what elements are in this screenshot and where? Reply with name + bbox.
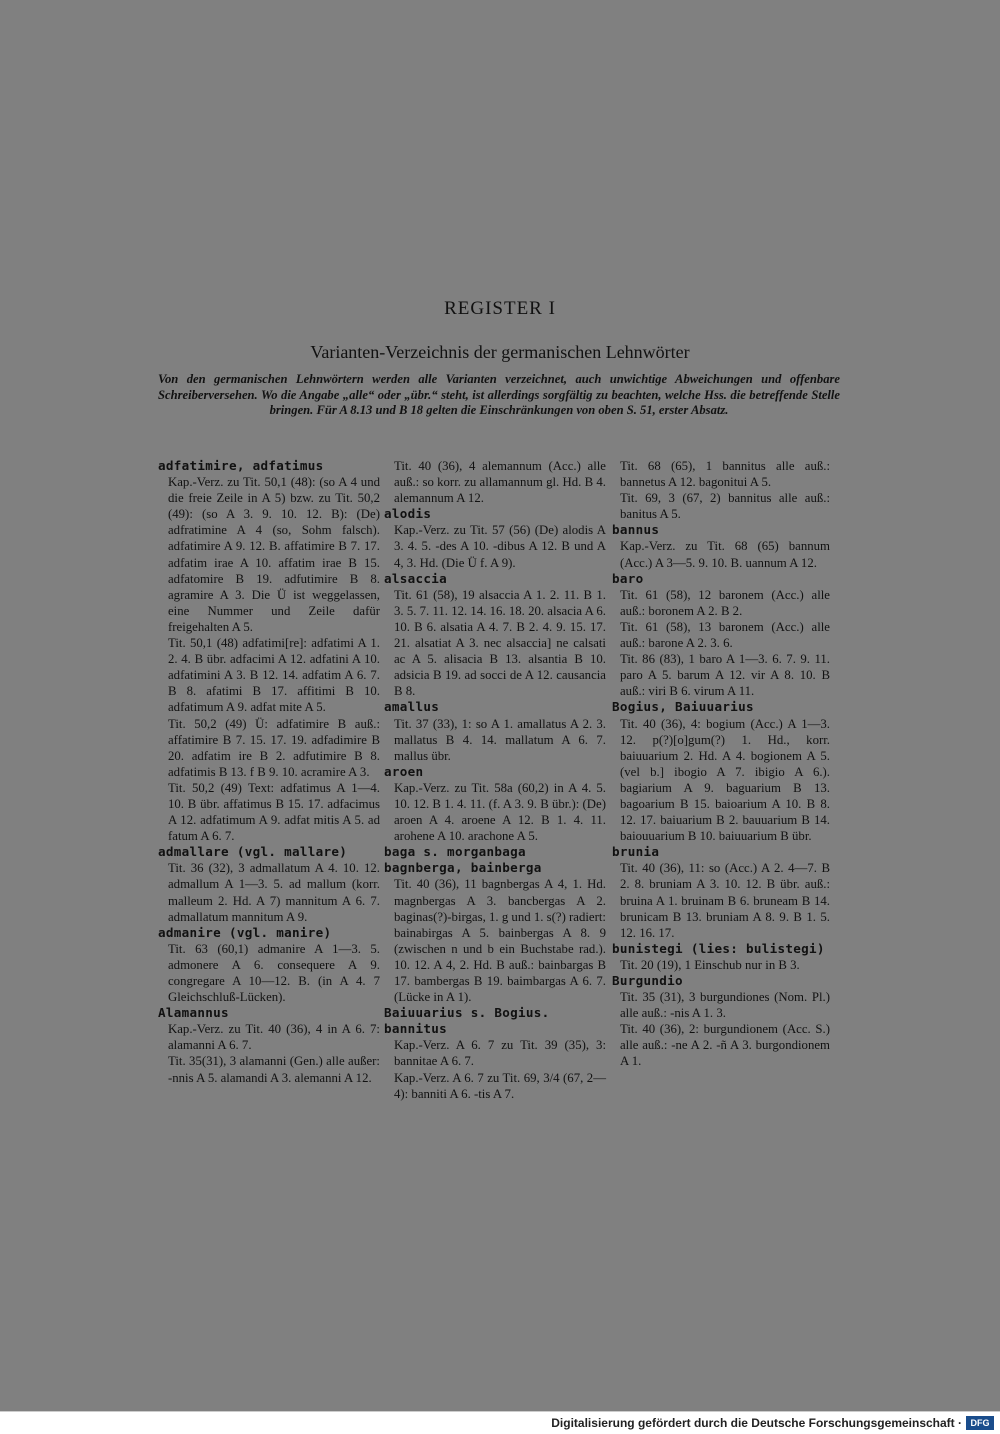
entry-variant-line: Kap.-Verz. zu Tit. 40 (36), 4 in A 6. 7: alamanni A 6. 7. — [168, 1022, 380, 1053]
register-entry — [384, 844, 606, 860]
entry-headword: bannitus — [384, 1021, 448, 1037]
footer-credit: Digitalisierung gefördert durch die Deutsche Forschungsgemeinschaft · — [551, 1416, 962, 1430]
register-entry — [158, 844, 380, 924]
register-entry — [612, 844, 830, 941]
entry-headword: bunistegi (lies: bulistegi) — [612, 940, 825, 956]
register-entry — [384, 458, 606, 506]
entry-variant-line: Tit. 69, 3 (67, 2) bannitus alle auß.: banitus A 5. — [620, 491, 830, 522]
entry-headword: Burgundio — [612, 973, 683, 988]
entry-variant-line: Kap.-Verz. zu Tit. 58a (60,2) in A 4. 5. 10. 12. B 1. 4. 11. (f. A 3. 9. B übr.): (De) aroen A 4. aroene A 12. B 1. 4. 11. arohene A 10. arachone A 5. — [394, 780, 606, 844]
register-entry — [612, 941, 830, 973]
entry-variant-line: Tit. 61 (58), 19 alsaccia A 1. 2. 11. B 1. 3. 5. 7. 11. 12. 14. 16. 18. 20. alsacia A 6. 10. B 6. alsatia A 4. 7. B 2. 4. 9. 15. 17. 21. alsatiat A 3. nec alsaccia] ne calsati ac A 5. alisacia B 13. alsantia B 10. adsicia B 19. ad socci de A 12. causancia B 8. — [394, 587, 606, 699]
entry-variant-line: Kap.-Verz. A 6. 7 zu Tit. 39 (35), 3: bannitae A 6. 7. — [394, 1038, 606, 1069]
entry-headword: amallus — [384, 699, 440, 715]
entry-variant-line: Tit. 61 (58), 13 baronem (Acc.) alle auß.: barone A 2. 3. 6. — [620, 619, 830, 651]
register-entry — [158, 1005, 380, 1085]
column-1 — [158, 458, 380, 1086]
register-entry — [612, 973, 830, 1070]
entry-variant-line: Tit. 20 (19), 1 Einschub nur in B 3. — [620, 957, 800, 972]
register-entry — [384, 506, 606, 570]
register-entry — [384, 1005, 606, 1021]
page-subtitle: Varianten-Verzeichnis der germanischen Lehnwörter — [310, 342, 690, 362]
entry-variant-line: Tit. 50,2 (49) Ü: adfatimire B auß.: affatimire B 7. 15. 17. 19. adfadimire B 20. adfatim ire B 2. adfutimire B 8. adfatimis B 13. f B 9. 10. acramire A 3. — [168, 716, 380, 779]
entry-variant-line: Tit. 35 (31), 3 burgundiones (Nom. Pl.) alle auß.: -nis A 1. 3. — [620, 990, 830, 1021]
entry-headword: baro — [612, 570, 644, 586]
register-entry — [384, 1021, 606, 1101]
entry-headword: aroen — [384, 763, 424, 779]
register-entry — [384, 699, 606, 763]
entry-variant-line: Tit. 61 (58), 12 baronem (Acc.) alle auß.: boronem A 2. B 2. — [620, 587, 830, 618]
register-entry — [612, 522, 830, 570]
entry-variant-line: Tit. 35(31), 3 alamanni (Gen.) alle außer: -nnis A 5. alamandi A 3. alemanni A 12. — [168, 1054, 380, 1085]
entry-variant-line: Tit. 40 (36), 4: bogium (Acc.) A 1—3. 12. p(?)[o]gum(?) 1. Hd., korr. baiuuarium 2. Hd. A 4. bogionem A 5. (vel b.] ibogio A 7. ibigio A 6.). bagiarium A 9. baguarium B 13. bagoarium B 15. baioarium A 10. B 8. 12. 17. baiuarium B 2. bauuarium B 14. baiouuarium B 10. baiuuarium B übr. — [620, 716, 830, 844]
entry-variant-line: Tit. 37 (33), 1: so A 1. amallatus A 2. 3. mallatus B 4. 14. mallatum A 6. 7. mallus übr. — [394, 716, 606, 763]
page-title: REGISTER I — [444, 298, 556, 319]
entry-headword: alsaccia — [384, 570, 448, 586]
register-entry — [158, 925, 380, 1005]
register-entry — [612, 571, 830, 700]
register-entry — [384, 571, 606, 700]
entry-headword: bannus — [612, 522, 660, 538]
footer-bar — [0, 1411, 1000, 1434]
entry-headword: adfatimire, adfatimus — [158, 458, 324, 473]
register-entry — [612, 458, 830, 522]
register-entry — [384, 764, 606, 844]
entry-variant-line: Tit. 63 (60,1) admanire A 1—3. 5. admonere A 6. consequere A 9. congregare A 10—12. B. (in A 4. 7 Gleichschluß-Lücken). — [168, 941, 380, 1005]
entry-variant-line: Kap.-Verz. A 6. 7 zu Tit. 69, 3/4 (67, 2—4): banniti A 6. -tis A 7. — [394, 1070, 606, 1101]
entry-headword: brunia — [612, 844, 660, 860]
column-3 — [612, 458, 830, 1070]
register-entry — [158, 458, 380, 844]
entry-variant-line: Tit. 36 (32), 3 admallatum A 4. 10. 12. admallum A 1—3. 5. ad mallum (korr. malleum 2. Hd. A 7) mannitum A 6. 7. admallatum mannitum A 9. — [168, 861, 380, 924]
register-entry — [612, 699, 830, 844]
entry-variant-line: Tit. 68 (65), 1 bannitus alle auß.: bannetus A 12. bagonitui A 5. — [620, 459, 830, 490]
entry-variant-line: Tit. 40 (36), 4 alemannum (Acc.) alle auß.: so korr. zu allamannum gl. Hd. B 4. alemannum A 12. — [394, 459, 606, 506]
entry-variant-line: Kap.-Verz. zu Tit. 50,1 (48): (so A 4 und die freie Zeile in A 5) bzw. zu Tit. 50,2 (49): (so A 3. 9. 10. 12. B): (De) adfratimine A 4 (so, Sohm falsch). adfatimire A 9. 12. B. affatimire B 7. 17. adfatim irae A 10. affatim irae B 15. adfatomire B 19. adfutimire B 8. agramire A 3. Die Ü ist weggelassen, eine Nummer und Zeile dafür freigehalten A 5. — [168, 475, 380, 634]
entry-variant-line: Kap.-Verz. zu Tit. 68 (65) bannum (Acc.) A 3—5. 9. 10. B. uannum A 12. — [620, 539, 830, 570]
entry-headword: alodis — [384, 506, 432, 522]
entry-headword: baga s. morganbaga — [384, 844, 526, 860]
entry-variant-line: Kap.-Verz. zu Tit. 57 (56) (De) alodis A 3. 4. 5. -des A 10. -dibus A 12. B und A 4, 3. Hd. (Die Ü f. A 9). — [394, 523, 606, 570]
entry-variant-line: Tit. 40 (36), 11 bagnbergas A 4, 1. Hd. magnbergas A 3. bancbergas A 2. baginas(?)-birgas, 1. g und 1. s(?) radiert: bainabirgas A 5. bainbergas A 8. 9 (zwischen n und b ein Buchstabe rad.). 10. 12. A 4, 2. Hd. B auß.: bainbargas B 17. bambergas B 19. baimbargas A 6. 7. (Lücke in A 1). — [394, 877, 606, 1005]
entry-headword: Baiuuarius s. Bogius. — [384, 1005, 550, 1021]
entry-headword: Alamannus — [158, 1005, 229, 1021]
intro-paragraph: Von den germanischen Lehnwörtern werden alle Varianten verzeichnet, auch unwichtige Abweichungen und offenbare Schreiberversehen. Wo die Angabe „alle“ oder „übr.“ steht, ist allerdings sorgfältig zu beachten, welche Hss. die betreffende Stelle bringen. Für A 8.13 und B 18 gelten die Einschränkungen von oben S. 51, erster Absatz. — [158, 372, 840, 417]
entry-variant-line: Tit. 40 (36), 11: so (Acc.) A 2. 4—7. B 2. 8. bruniam A 3. 10. 12. B übr. auß.: bruina A 1. bruinam B 6. bruneam B 14. brunicam B 13. bruniam A 8. 9. B 1. 5. 12. 16. 17. — [620, 861, 830, 940]
register-entry — [384, 860, 606, 1005]
entry-headword: bagnberga, bainberga — [384, 860, 542, 876]
column-2 — [384, 458, 606, 1102]
entry-headword: Bogius, Baiuuarius — [612, 699, 754, 715]
entry-variant-line: Tit. 50,1 (48) adfatimi[re]: adfatimi A 1. 2. 4. B übr. adfacimi A 12. adfatini A 10. adfatimini A 3. B 12. 14. adfatim A 6. 7. B 8. afatimi B 17. affitimi B 10. adfatimum A 9. adfat mite A 5. — [168, 636, 380, 715]
entry-headword: admallare (vgl. mallare) — [158, 844, 348, 860]
entry-headword: admanire (vgl. manire) — [158, 924, 332, 940]
entry-variant-line: Tit. 86 (83), 1 baro A 1—3. 6. 7. 9. 11. paro A 5. barum A 12. vir A 8. 10. B auß.: viri B 6. virum A 11. — [620, 652, 830, 699]
dfg-logo: DFG — [966, 1416, 994, 1430]
entry-variant-line: Tit. 40 (36), 2: burgundionem (Acc. S.) alle auß.: -ne A 2. -ñ A 3. burgondionem A 1. — [620, 1022, 830, 1069]
entry-variant-line: Tit. 50,2 (49) Text: adfatimus A 1—4. 10. B übr. affatimus B 15. 17. adfacimus A 12. adfatimum A 9. adfat mitis A 5. ad fatum A 6. 7. — [168, 780, 380, 844]
